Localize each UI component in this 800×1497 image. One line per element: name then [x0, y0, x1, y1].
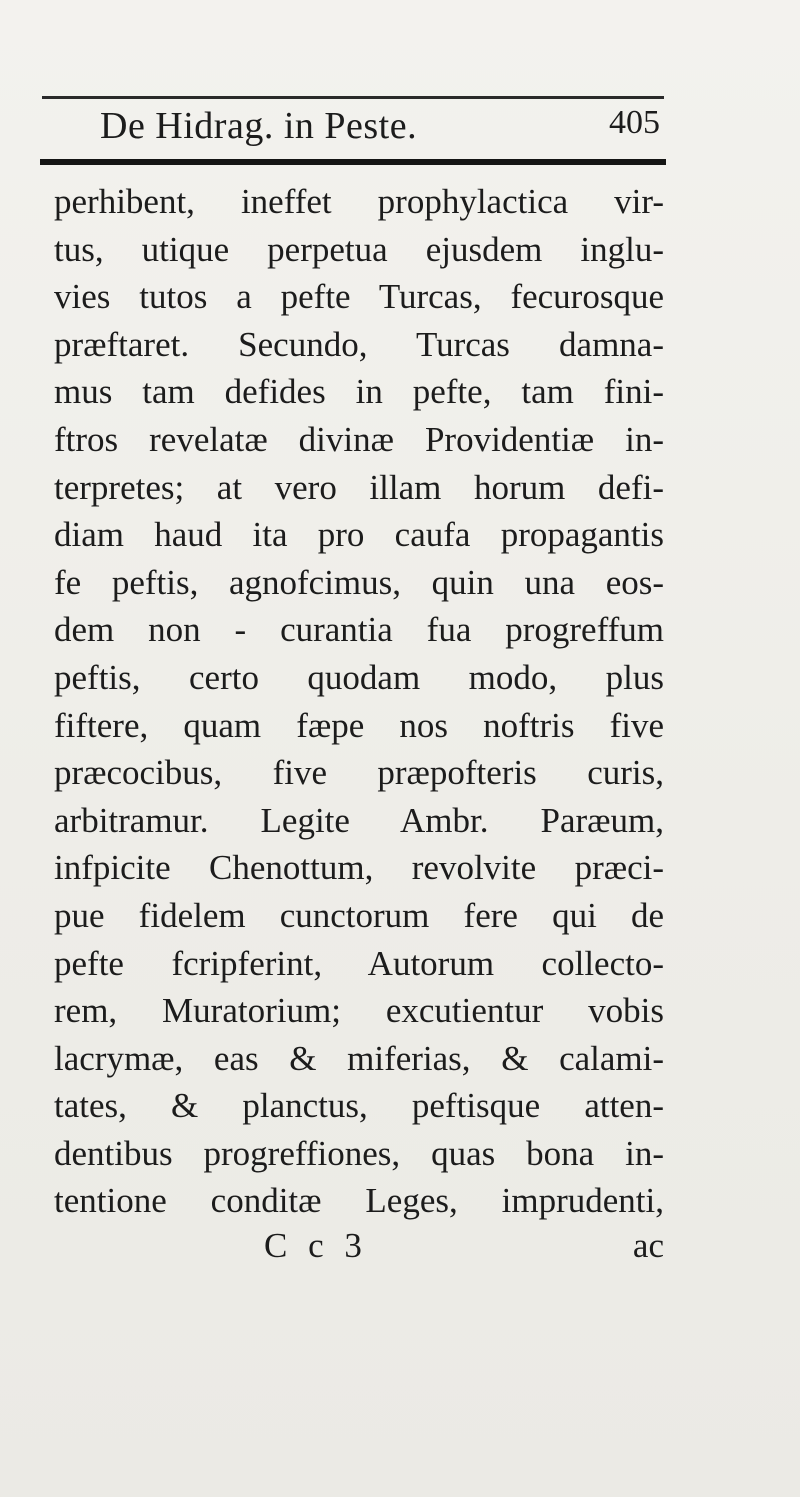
- page-number: 405: [609, 104, 660, 141]
- text-line: præcocibus, five præpofteris curis,: [54, 753, 664, 793]
- text-line: dentibus progreffiones, quas bona in-: [54, 1133, 664, 1173]
- text-line: infpicite Chenottum, revolvite præci-: [54, 848, 664, 888]
- text-line: diam haud ita pro caufa propagantis: [54, 515, 664, 555]
- text-line: tates, & planctus, peftisque atten-: [54, 1086, 664, 1126]
- text-line: tus, utique perpetua ejusdem inglu-: [54, 229, 664, 269]
- text-line: pefte fcripferint, Autorum collecto-: [54, 943, 664, 983]
- text-line: mus tam defides in pefte, tam fini-: [54, 372, 664, 412]
- catchword: ac: [632, 1226, 664, 1265]
- text-line: lacrymæ, eas & miferias, & calami-: [54, 1038, 664, 1078]
- page-header: [100, 100, 660, 152]
- text-line: rem, Muratorium; excutientur vobis: [54, 991, 664, 1031]
- header-rule: [40, 159, 666, 165]
- text-line: perhibent, ineffet prophylactica vir-: [54, 182, 664, 221]
- text-line: dem non - curantia fua progreffum: [54, 610, 664, 650]
- text-line: fe peftis, agnofcimus, quin una eos-: [54, 562, 664, 602]
- text-line: præftaret. Secundo, Turcas damna-: [54, 324, 664, 364]
- text-line: peftis, certo quodam modo, plus: [54, 657, 664, 697]
- text-line: arbitramur. Legite Ambr. Paræum,: [54, 800, 664, 840]
- top-edge-rule: [42, 96, 664, 99]
- text-line: ftros revelatæ divinæ Providentiæ in-: [54, 419, 664, 459]
- text-line: terpretes; at vero illam horum defi-: [54, 467, 664, 507]
- text-line: pue fidelem cunctorum fere qui de: [54, 895, 664, 935]
- signature-mark: C c 3: [264, 1226, 368, 1265]
- text-line: vies tutos a pefte Turcas, fecurosque: [54, 277, 664, 317]
- text-line: fiftere, quam fæpe nos noftris five: [54, 705, 664, 745]
- page-footer: [54, 1226, 664, 1270]
- running-head: De Hidrag. in Peste.: [100, 105, 418, 147]
- text-line: tentione conditæ Leges, imprudenti,: [54, 1181, 664, 1221]
- body-text: [54, 178, 664, 1225]
